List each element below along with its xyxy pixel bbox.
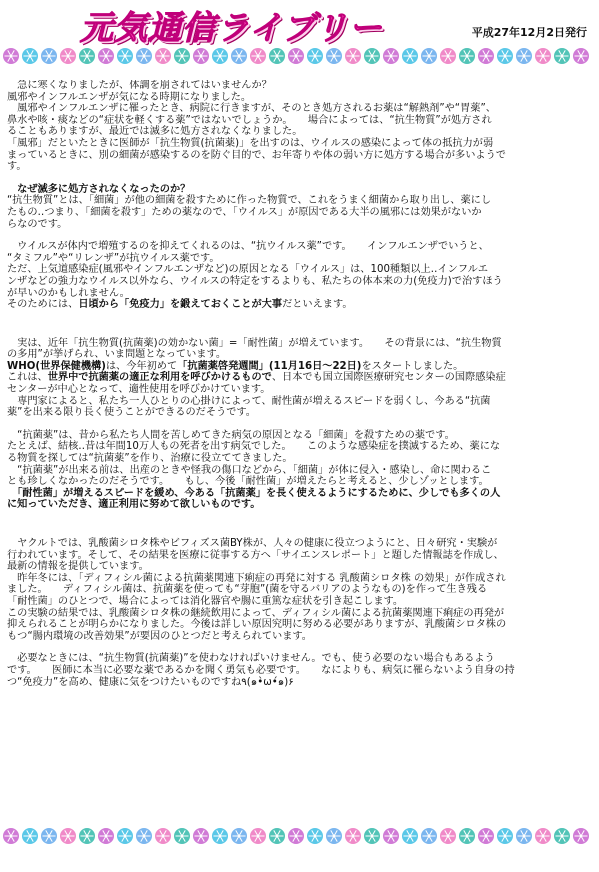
who-line (7, 361, 593, 373)
snowflake-icon (497, 48, 513, 64)
snowflake-icon (269, 828, 285, 844)
awareness-week: 「抗菌薬啓発週間」(11月16日～22日) (177, 360, 362, 372)
snowflake-icon (554, 828, 570, 844)
yakult-line: 抑えられることが明らかになりました。今後は詳しい原因究明に努める必要がありますが、乳酸菌シロタ株の (7, 619, 507, 631)
header (0, 0, 599, 47)
yakult-line: ました。 ディフィシル菌は、抗菌薬を使っても“芽胞”(菌を守るバリアのようなもの)を作って生き残る (7, 584, 488, 596)
text-span: これは、 (7, 372, 48, 384)
yakult-line: 昨年冬には、「ディフィシル菌による抗菌薬関連下痢症の再発に対する 乳酸菌シロタ株 の効果」が作成され (7, 572, 506, 584)
intro-line: ることもありますが、最近では滅多に処方されなくなりました。 (7, 126, 303, 138)
snowflake-icon (421, 828, 437, 844)
snowflake-icon (383, 828, 399, 844)
resistant-line: 実は、近年「抗生物質(抗菌薬)の効かない菌」=「耐性菌」が増えています。 その背景には、“抗生物質 (7, 337, 502, 349)
snowflake-icon (478, 48, 494, 64)
snowflake-icon (117, 48, 133, 64)
snowflake-icon (535, 828, 551, 844)
snowflake-icon (516, 48, 532, 64)
intro-line: す。 (7, 161, 27, 173)
snowflake-icon (345, 48, 361, 64)
top-snowflake-border (2, 46, 597, 66)
closing-line: です。 医師に本当に必要な薬であるかを聞く勇気も必要です。 なによりも、病気に罹らないよう自身の持 (7, 664, 515, 676)
snowflake-icon (497, 828, 513, 844)
snowflake-icon (459, 828, 475, 844)
snowflake-icon (60, 828, 76, 844)
antiviral-line: “タミフル”や“リレンザ”が抗ウイルス薬です。 (7, 252, 220, 264)
snowflake-icon (22, 48, 38, 64)
snowflake-icon (516, 828, 532, 844)
who-line: 専門家によると、私たち一人ひとりの心掛けによって、耐性菌が増えるスピードを弱くし、今ある“抗菌 (7, 395, 491, 407)
yakult-line: もつ“腸内環境の改善効果”が要因のひとつだと考えられています。 (7, 630, 312, 642)
yakult-line: ヤクルトでは、乳酸菌シロタ株やビフィズス菌BY株が、人々の健康に役立つようにと、日々研究・実験が (7, 538, 498, 549)
snowflake-icon (212, 48, 228, 64)
resistant-line: の多用”が挙げられ、いま問題となっています。 (7, 349, 227, 361)
snowflake-icon (383, 48, 399, 64)
snowflake-icon (174, 48, 190, 64)
text-span: は、今年初めて (105, 360, 178, 372)
antiviral-line: ただ、上気道感染症(風邪やインフルエンザなど)の原因となる「ウイルス」は、100種類以上‥インフルエ (7, 264, 489, 276)
antibacterial-emphasis-line: 「耐性菌」が増えるスピードを緩め、今ある「抗菌薬」を長く使えるようにするために、少しでも多くの人 (7, 487, 501, 499)
snowflake-icon (402, 828, 418, 844)
intro-line: 風邪やインフルエンザに罹ったとき、病院に行きますが、そのとき処方されるお薬は“解熱剤”や“胃薬”、 (7, 103, 496, 115)
snowflake-icon (250, 48, 266, 64)
section-heading: なぜ滅多に処方されなくなったのか？ (7, 183, 191, 195)
intro-line: 鼻水や咳・痰などの“症状を軽くする薬”ではないでしょうか。 場合によっては、“抗生物質”が処方され (7, 114, 492, 126)
snowflake-icon (136, 828, 152, 844)
antibacterial-line: たとえば、結核‥昔は年間10万人もの死者を出す病気でした。 このような感染症を撲滅するため、薬にな (7, 441, 501, 453)
bottom-snowflake-border (2, 826, 597, 846)
text-span: をスタートしました。 (361, 360, 464, 372)
snowflake-icon (231, 48, 247, 64)
snowflake-icon (573, 828, 589, 844)
snowflake-icon-row (2, 826, 597, 846)
snowflake-icon (250, 828, 266, 844)
snowflake-icon (231, 828, 247, 844)
emphasis-text: 日頃から「免疫力」を鍛えておくことが大事 (78, 299, 283, 311)
snowflake-icon-row (2, 46, 597, 66)
who-line: センターが中心となって、適性使用を呼びかけています。 (7, 384, 271, 396)
article-body (7, 80, 593, 826)
antibacterial-line: “抗菌薬”が出来る前は、出産のときや怪我の傷口などから、「細菌」が体に侵入・感染し、命に関わるこ (7, 464, 492, 476)
antiviral-section (7, 241, 593, 311)
snowflake-icon (98, 828, 114, 844)
closing-line: 必要なときには、“抗生物質(抗菌薬)”を使わなければいけません。でも、使う必要のない場合もあるよう (7, 653, 495, 665)
snowflake-icon (364, 48, 380, 64)
why-line: らなのです。 (7, 218, 68, 230)
antibacterial-line: とも珍しくなかったのだそうです。 もし、今後「耐性菌」が増えたらと考えると、少しゾッとします。 (7, 476, 489, 488)
antiviral-line: ウイルスが体内で増殖するのを抑えてくれるのは、“抗ウイルス薬”です。 インフルエンザでいうと、 (7, 241, 489, 253)
who-line: 薬”を出来る限り長く使うことができるのだそうです。 (7, 407, 256, 419)
snowflake-icon (41, 48, 57, 64)
emphasis-text: 世界中で抗菌薬の適正な利用を呼びかけるもので (47, 372, 272, 384)
snowflake-icon (326, 828, 342, 844)
antiviral-line: が早いのかもしれません。 (7, 287, 130, 299)
yakult-line: 行われています。そして、その結果を医療に従事する方へ「サイエンスレポート」と題した情報誌を作成し、 (7, 549, 504, 561)
antiviral-line: ンザなどの強力なウイルス以外なら、ウイルスの特定をするよりも、私たちの体本来の力(免疫力)で治すほう (7, 275, 503, 287)
antibacterial-line: “抗菌薬”は、昔から私たち人間を苦しめてきた病気の原因となる「細菌」を殺すための薬です。 (7, 429, 455, 441)
antibacterial-emphasis-line: に知っていただき、適正利用に努めて欲しいものです。 (7, 499, 261, 511)
yakult-line: 「耐性菌」のひとつで、場合によっては消化器官や腸に重篤な症状を引き起こします。 (7, 595, 404, 607)
closing-section (7, 653, 593, 688)
snowflake-icon (3, 48, 19, 64)
antibacterial-section (7, 430, 593, 511)
antibacterial-line: る物質を探しては“抗菌薬”を作り、治療に役立ててきました。 (7, 453, 293, 465)
snowflake-icon (193, 48, 209, 64)
resistant-section (7, 338, 593, 419)
why-section (7, 184, 593, 230)
snowflake-icon (60, 48, 76, 64)
snowflake-icon (79, 48, 95, 64)
intro-line: まっているときに、別の細菌が感染するのを防ぐ目的で、お年寄りや体の弱い方に処方する場合が多いようで (7, 149, 506, 161)
snowflake-icon (307, 48, 323, 64)
snowflake-icon (117, 828, 133, 844)
snowflake-icon (440, 828, 456, 844)
snowflake-icon (573, 48, 589, 64)
snowflake-icon (345, 828, 361, 844)
snowflake-icon (79, 828, 95, 844)
snowflake-icon (155, 48, 171, 64)
intro-line: 風邪やインフルエンザが気になる時期になりました。 (7, 91, 252, 103)
yakult-line: 最新の情報を提供しています。 (7, 561, 149, 573)
closing-line: つ“免疫力”を高め、健康に気をつけたいものですね٩(๑•̀ω•́๑)۶ (7, 676, 294, 688)
snowflake-icon (459, 48, 475, 64)
snowflake-icon (288, 48, 304, 64)
who-name: WHO(世界保健機構) (7, 360, 106, 372)
intro-line: 「風邪」だといたときに医師が「抗生物質(抗菌薬)」を出すのは、ウイルスの感染によって体の抵抗力が弱 (7, 137, 494, 149)
snowflake-icon (41, 828, 57, 844)
snowflake-icon (326, 48, 342, 64)
snowflake-icon (307, 828, 323, 844)
intro-section (7, 80, 593, 173)
issue-date: 平成27年12月2日発行 (471, 26, 587, 39)
snowflake-icon (554, 48, 570, 64)
who-line (7, 372, 593, 384)
snowflake-icon (98, 48, 114, 64)
text-span: 、日本でも国立国際医療研究センターの国際感染症 (271, 372, 506, 384)
snowflake-icon (402, 48, 418, 64)
yakult-section (7, 538, 593, 642)
snowflake-icon (22, 828, 38, 844)
yakult-line: この実験の結果では、乳酸菌シロタ株の継続飲用によって、ディフィシル菌による抗菌薬関連下痢症の再発が (7, 607, 505, 619)
snowflake-icon (193, 828, 209, 844)
antiviral-emphasis-line (7, 299, 593, 311)
snowflake-icon (364, 828, 380, 844)
snowflake-icon (440, 48, 456, 64)
snowflake-icon (288, 828, 304, 844)
snowflake-icon (155, 828, 171, 844)
why-line: “抗生物質”とは、「細菌」が他の細菌を殺すために作った物質で、これをうまく細菌から取り出し、薬にし (7, 195, 492, 207)
snowflake-icon (535, 48, 551, 64)
snowflake-icon (136, 48, 152, 64)
snowflake-icon (269, 48, 285, 64)
newsletter-title: 元気通信ライブリー (80, 8, 383, 47)
snowflake-icon (212, 828, 228, 844)
intro-line: 急に寒くなりましたが、体調を崩されてはいませんか？ (7, 80, 272, 91)
text-span: そのためには、 (7, 299, 79, 311)
why-line: たもの‥つまり、「細菌を殺す」ための薬なので、「ウイルス」が原因である大半の風邪には効果がないか (7, 206, 482, 218)
snowflake-icon (3, 828, 19, 844)
snowflake-icon (478, 828, 494, 844)
snowflake-icon (174, 828, 190, 844)
text-span: だといえます。 (282, 299, 353, 311)
snowflake-icon (421, 48, 437, 64)
